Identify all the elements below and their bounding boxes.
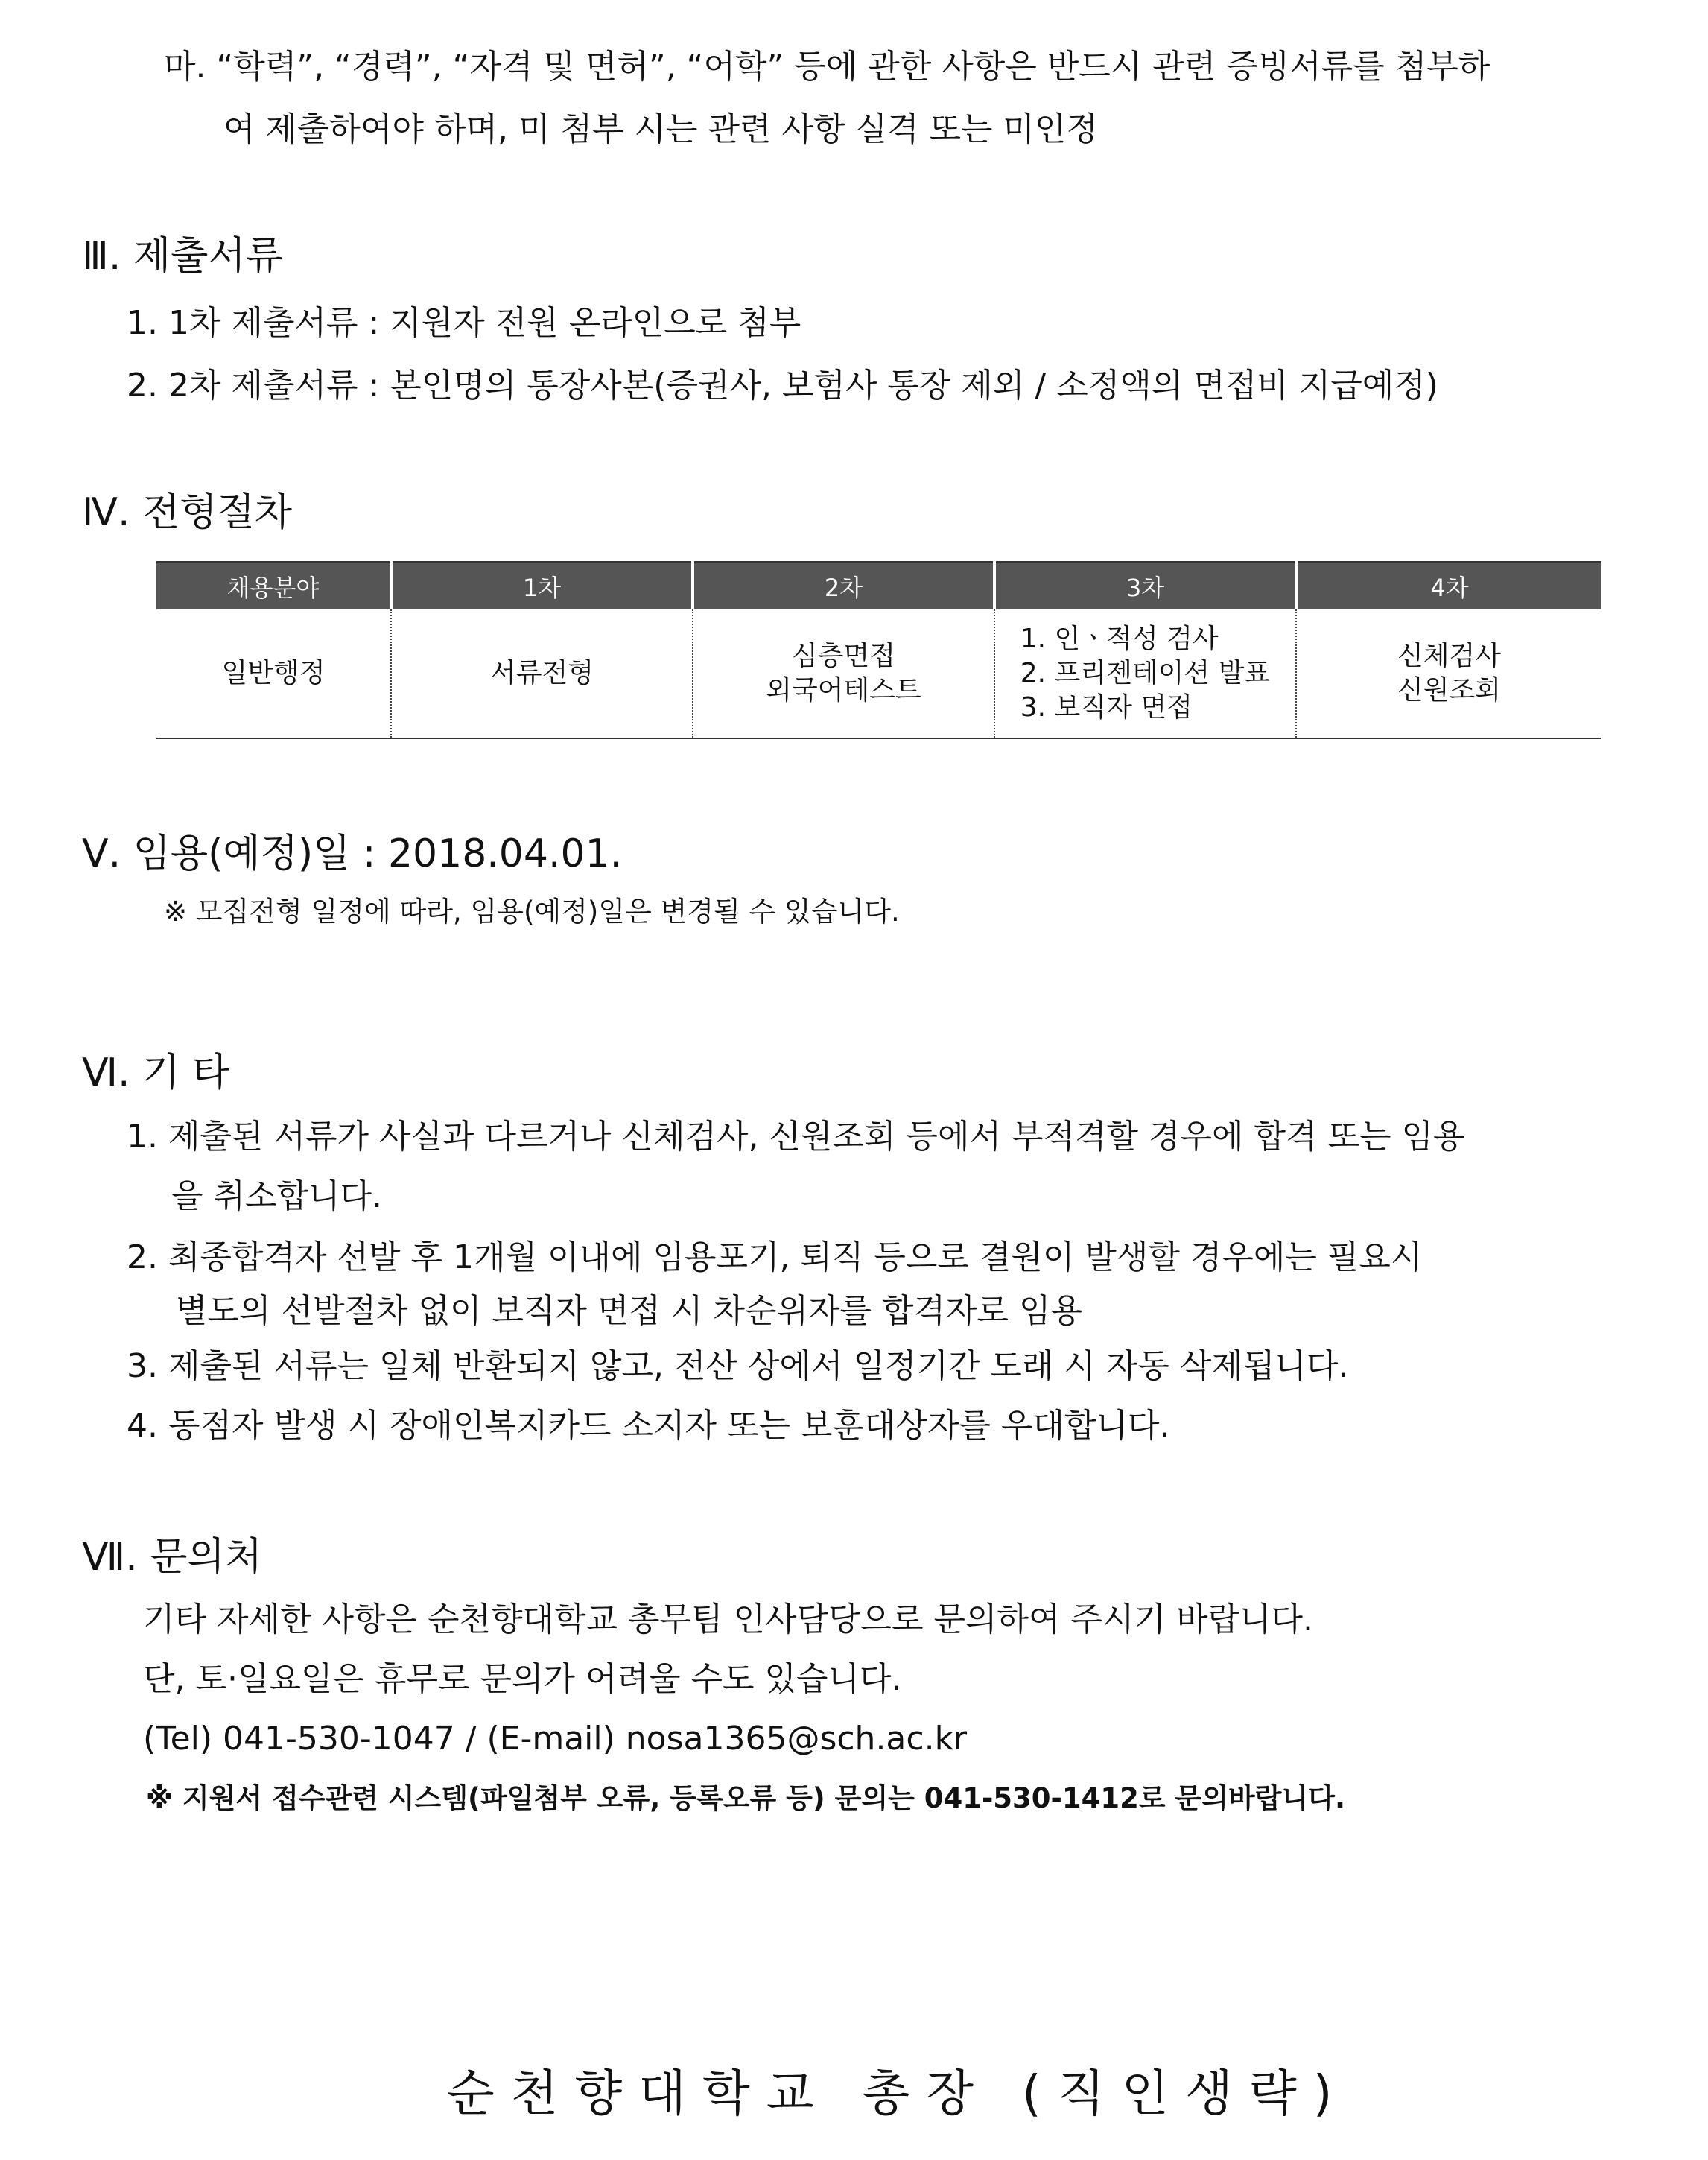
cell-stage1: 서류전형	[391, 609, 693, 738]
appointment-note: ※ 모집전형 일정에 따라, 임용(예정)일은 변경될 수 있습니다.	[164, 896, 900, 928]
contact-note: ※ 지원서 접수관련 시스템(파일첨부 오류, 등록오류 등) 문의는 041-530-1412로 문의바랍니다.	[146, 1782, 1345, 1814]
stage3-line: 3. 보직자 면접	[1020, 692, 1193, 723]
contact-info: (Tel) 041-530-1047 / (E-mail) nosa1365@sch.ac.kr	[143, 1720, 968, 1758]
table-header-cell: 4차	[1296, 563, 1601, 610]
section-heading-contact: Ⅶ. 문의처	[82, 1535, 262, 1580]
cell-stage3	[994, 609, 1296, 738]
table-header-row	[156, 563, 1601, 610]
table-header-cell: 2차	[693, 563, 994, 610]
etc-item-4: 4. 동점자 발생 시 장애인복지카드 소지자 또는 보훈대상자를 우대합니다.	[127, 1407, 1170, 1445]
etc-item-2-line1: 2. 최종합격자 선발 후 1개월 이내에 임용포기, 퇴직 등으로 결원이 발생할 경우에는 필요시	[127, 1238, 1423, 1276]
cell-field: 일반행정	[156, 609, 391, 738]
footer-signature: 순천향대학교 총장 (직인생략)	[447, 2065, 1349, 2122]
documents-item-2: 2. 2차 제출서류 : 본인명의 통장사본(증권사, 보험사 통장 제외 / 소정액의 면접비 지급예정)	[127, 367, 1438, 405]
section-heading-appointment-date: Ⅴ. 임용(예정)일 : 2018.04.01.	[82, 832, 623, 876]
procedure-table	[156, 561, 1601, 739]
etc-item-3: 3. 제출된 서류는 일체 반환되지 않고, 전산 상에서 일정기간 도래 시 자동 삭제됩니다.	[127, 1347, 1349, 1385]
documents-item-1: 1. 1차 제출서류 : 지원자 전원 온라인으로 첨부	[127, 304, 801, 342]
stage2-line: 심층면접	[791, 641, 896, 671]
etc-item-1-line1: 1. 제출된 서류가 사실과 다르거나 신체검사, 신원조회 등에서 부적격할 경우에 합격 또는 임용	[127, 1118, 1465, 1156]
etc-item-2-line2: 별도의 선발절차 없이 보직자 면접 시 차순위자를 합격자로 임용	[176, 1292, 1082, 1330]
table-header-cell: 채용분야	[156, 563, 391, 610]
stage4-line: 신체검사	[1397, 641, 1502, 671]
notice-item-line2: 여 제출하여야 하며, 미 첨부 시는 관련 사항 실격 또는 미인정	[223, 110, 1098, 148]
notice-item-line1: 마. “학력”, “경력”, “자격 및 면허”, “어학” 등에 관한 사항은 반드시 관련 증빙서류를 첨부하	[164, 48, 1490, 86]
stage3-line: 1. 인ㆍ적성 검사	[1020, 624, 1219, 654]
table-header-cell: 1차	[391, 563, 693, 610]
section-heading-etc: Ⅵ. 기 타	[82, 1051, 230, 1095]
contact-line1: 기타 자세한 사항은 순천향대학교 총무팀 인사담당으로 문의하여 주시기 바랍니다.	[143, 1600, 1314, 1638]
table-header-cell: 3차	[994, 563, 1296, 610]
etc-item-1-line2: 을 취소합니다.	[171, 1177, 382, 1215]
table-row	[156, 609, 1601, 738]
cell-stage4	[1296, 609, 1601, 738]
stage3-line: 2. 프리젠테이션 발표	[1020, 658, 1271, 688]
stage2-line: 외국어테스트	[766, 675, 921, 706]
section-heading-documents: Ⅲ. 제출서류	[82, 234, 283, 279]
stage4-line: 신원조회	[1397, 675, 1502, 706]
section-heading-procedure: Ⅳ. 전형절차	[82, 490, 292, 535]
cell-stage2	[693, 609, 994, 738]
contact-line2: 단, 토·일요일은 휴무로 문의가 어려울 수도 있습니다.	[143, 1660, 902, 1698]
